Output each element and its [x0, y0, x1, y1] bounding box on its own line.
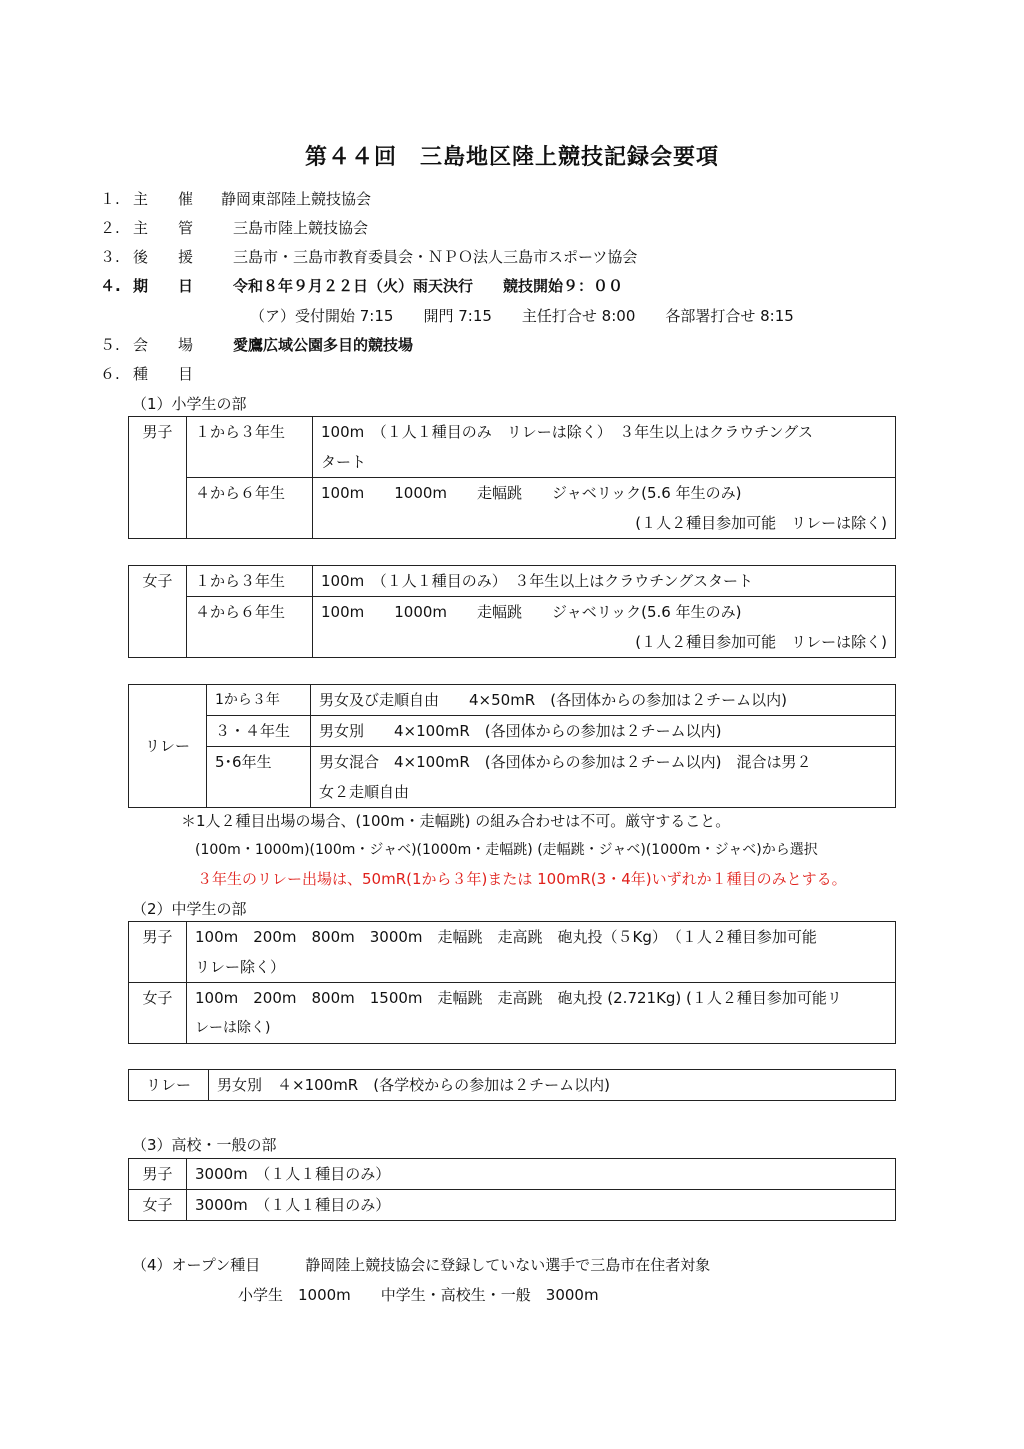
item-label: 後 援 — [133, 248, 194, 266]
item-number: ４. — [100, 277, 121, 295]
events-cell: 男女及び走順自由 4×50mR (各団体からの参加は２チーム以内) — [311, 685, 896, 716]
events-line: 100m 1000m 走幅跳 ジャベリック(5.6 年生のみ) — [321, 603, 742, 621]
events-note: (１人２種目参加可能 リレーは除く) — [635, 633, 887, 651]
grade-cell: １から３年生 — [187, 566, 313, 597]
section-heading: （2）中学生の部 — [132, 900, 247, 918]
gender-label: 男子 — [129, 417, 187, 539]
item-label: 主 管 — [133, 219, 194, 237]
events-line: タート — [321, 453, 367, 471]
events-note: (１人２種目参加可能 リレーは除く) — [635, 514, 887, 532]
events-cell — [313, 478, 896, 539]
events-cell — [187, 922, 896, 983]
junior-high-relay-table — [128, 1069, 896, 1101]
events-cell: 男女別 ４×100mR (各学校からの参加は２チーム以内) — [209, 1070, 896, 1101]
events-line: 100m 1000m 走幅跳 ジャベリック(5.6 年生のみ) — [321, 484, 742, 502]
grade-cell: 1から３年 — [207, 685, 311, 716]
item-number: ６. — [100, 365, 120, 383]
events-line: 男女混合 4×100mR (各団体からの参加は２チーム以内) 混合は男２ — [319, 753, 812, 771]
events-line: リレー除く） — [195, 958, 286, 976]
item-number: ２. — [100, 219, 120, 237]
section-heading: （4）オープン種目 静岡陸上競技協会に登録していない選手で三島市在住者対象 — [132, 1256, 711, 1274]
grade-cell: ４から６年生 — [187, 478, 313, 539]
events-cell: 男女別 4×100mR (各団体からの参加は２チーム以内) — [311, 716, 896, 747]
junior-high-table — [128, 921, 896, 1044]
gender-label: 女子 — [129, 566, 187, 658]
events-line: レーは除く) — [195, 1020, 271, 1036]
item-number: １. — [100, 190, 120, 208]
item-value: 愛鷹広域公園多目的競技場 — [233, 336, 414, 354]
elementary-girls-table — [128, 565, 896, 658]
events-cell — [187, 983, 896, 1044]
gender-label: 女子 — [129, 983, 187, 1044]
events-line: 100m 200m 800m 3000m 走幅跳 走高跳 砲丸投（５Kg） （１人２種目参加可能 — [195, 928, 817, 946]
gender-label: 男子 — [129, 922, 187, 983]
item-value: 令和８年９月２２日（火）雨天決行 競技開始９：００ — [233, 277, 624, 295]
events-cell: 3000m （１人１種目のみ） — [187, 1159, 896, 1190]
schedule-detail: （ア）受付開始 7:15 開門 7:15 主任打合せ 8:00 各部署打合せ 8:15 — [250, 307, 794, 325]
item-label: 主 催 — [133, 190, 194, 208]
warning-note: ３年生のリレー出場は、50mR(1から３年)または 100mR(3・4年)いずれか１種目のみとする。 — [197, 870, 847, 888]
item-label: 会 場 — [133, 336, 194, 354]
elementary-relay-table — [128, 684, 896, 808]
gender-label: 男子 — [129, 1159, 187, 1190]
section-heading: （1）小学生の部 — [132, 395, 247, 413]
high-school-table — [128, 1158, 896, 1221]
events-cell — [313, 417, 896, 478]
grade-cell: 5･6年生 — [207, 747, 311, 808]
item-number: ３. — [100, 248, 120, 266]
note-line: (100m・1000m)(100m・ジャベ)(1000m・走幅跳) (走幅跳・ジャベ)(1000m・ジャベ)から選択 — [195, 842, 818, 858]
item-label: 期 日 — [133, 277, 194, 295]
events-cell — [313, 597, 896, 658]
item-label: 種 目 — [133, 365, 194, 383]
events-line: 女２走順自由 — [319, 783, 410, 801]
grade-cell: ３・４年生 — [207, 716, 311, 747]
item-value: 静岡東部陸上競技協会 — [221, 190, 372, 208]
open-detail: 小学生 1000m 中学生・高校生・一般 3000m — [238, 1286, 599, 1304]
events-cell: 100m （１人１種目のみ） ３年生以上はクラウチングスタート — [313, 566, 896, 597]
events-cell — [311, 747, 896, 808]
events-line: 100m 200m 800m 1500m 走幅跳 走高跳 砲丸投 (2.721Kg) (１人２種目参加可能リ — [195, 989, 842, 1007]
relay-label: リレー — [129, 685, 207, 808]
item-number: ５. — [100, 336, 120, 354]
grade-cell: ４から６年生 — [187, 597, 313, 658]
item-value: 三島市・三島市教育委員会・ＮＰＯ法人三島市スポーツ協会 — [233, 248, 638, 266]
events-line: 100m （１人１種目のみ リレーは除く） ３年生以上はクラウチングス — [321, 423, 814, 441]
gender-label: 女子 — [129, 1190, 187, 1221]
grade-cell: １から３年生 — [187, 417, 313, 478]
section-heading: （3）高校・一般の部 — [132, 1136, 277, 1154]
page-title: 第４４回 三島地区陸上競技記録会要項 — [304, 145, 719, 170]
elementary-boys-table — [128, 416, 896, 539]
item-value: 三島市陸上競技協会 — [233, 219, 369, 237]
relay-label: リレー — [129, 1070, 209, 1101]
note-line: ＊1人２種目出場の場合、(100m・走幅跳) の組み合わせは不可。厳守すること。 — [181, 812, 731, 830]
events-cell: 3000m （１人１種目のみ） — [187, 1190, 896, 1221]
